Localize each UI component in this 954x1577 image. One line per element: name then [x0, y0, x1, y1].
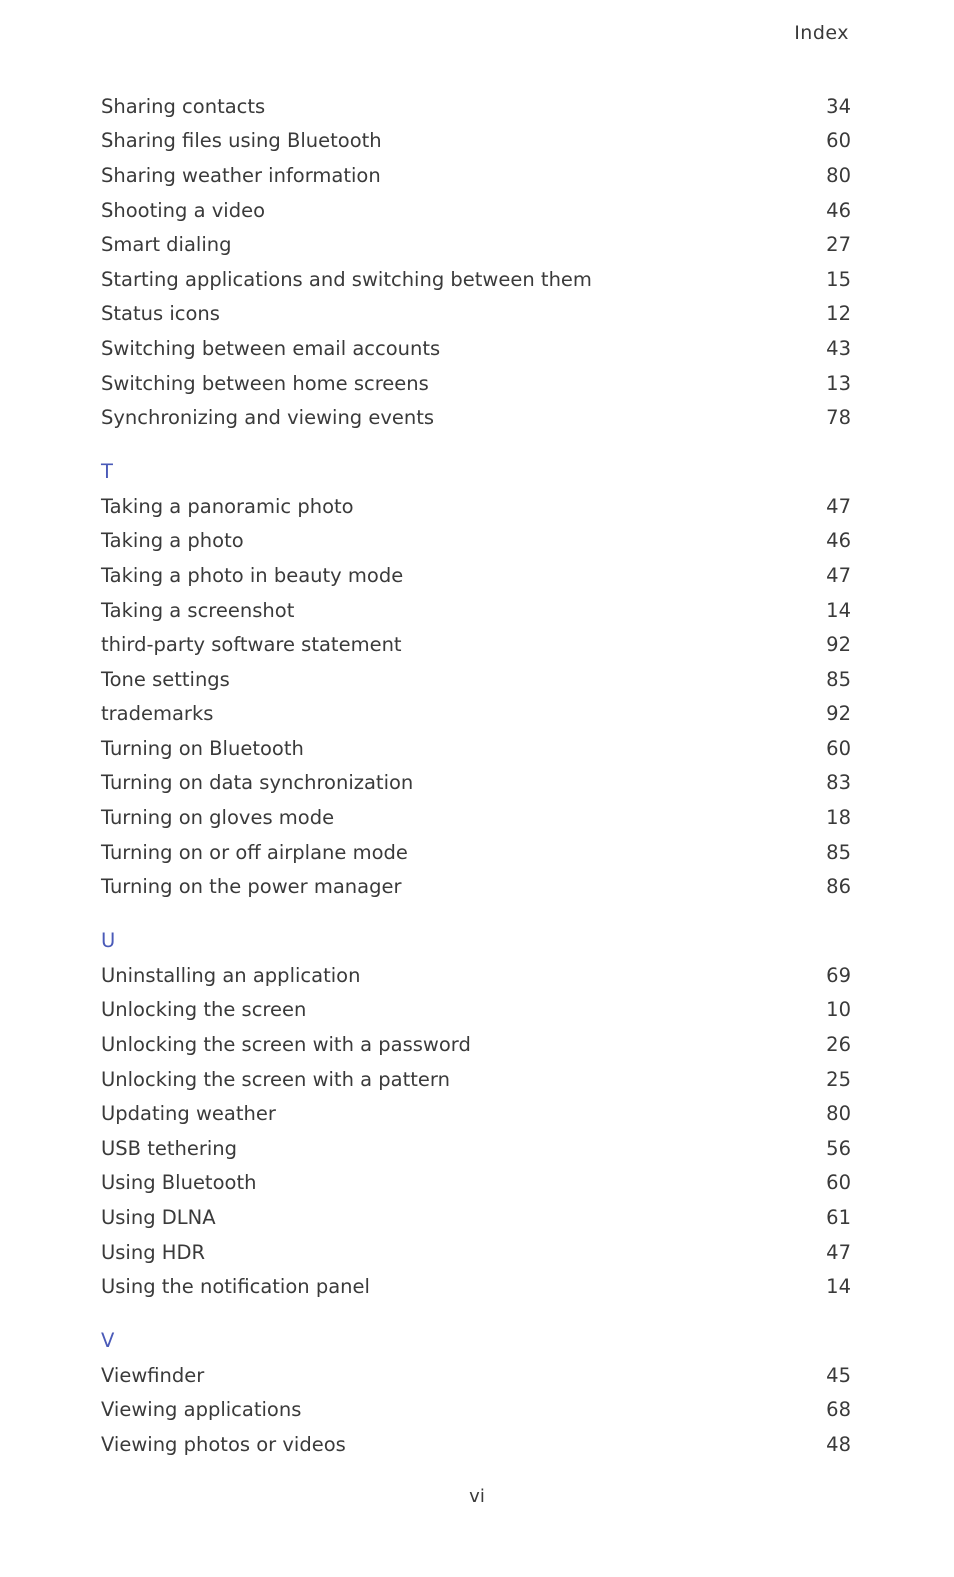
- entry-label: Tone settings: [101, 667, 230, 691]
- entry-page: 47: [826, 494, 851, 518]
- entry-label: Sharing weather information: [101, 163, 381, 187]
- entry-page: 92: [826, 633, 851, 657]
- entry-label: Unlocking the screen with a pattern: [101, 1067, 450, 1091]
- section-letter-t: T: [101, 459, 113, 483]
- entry-page: 60: [826, 736, 851, 760]
- entry-page: 86: [826, 875, 851, 899]
- index-entry: [101, 1166, 851, 1201]
- entry-page: 47: [826, 563, 851, 587]
- entry-page: 10: [826, 998, 851, 1022]
- entry-page: 26: [826, 1033, 851, 1057]
- index-entry: [101, 1200, 851, 1235]
- entry-page: 80: [826, 1102, 851, 1126]
- index-list: [101, 89, 851, 1462]
- index-entry: [101, 627, 851, 662]
- entry-label: Shooting a video: [101, 198, 266, 222]
- index-entry: [101, 158, 851, 193]
- index-entry: [101, 1393, 851, 1428]
- index-entry: [101, 193, 851, 228]
- index-entry: [101, 1235, 851, 1270]
- entry-label: trademarks: [101, 702, 214, 726]
- entry-label: Viewfinder: [101, 1363, 205, 1387]
- index-entry: [101, 731, 851, 766]
- index-section-t: [101, 461, 851, 904]
- index-entry: [101, 1027, 851, 1062]
- index-entry: [101, 1062, 851, 1097]
- entry-label: Unlocking the screen: [101, 998, 307, 1022]
- index-entry: [101, 331, 851, 366]
- entry-page: 85: [826, 667, 851, 691]
- section-letter-v: V: [101, 1329, 115, 1352]
- entry-page: 48: [826, 1432, 851, 1456]
- entry-page: 78: [826, 406, 851, 430]
- section-letter-u: U: [101, 929, 116, 953]
- index-entry: [101, 835, 851, 870]
- entry-page: 15: [826, 267, 851, 291]
- index-entry: [101, 297, 851, 332]
- index-entry: [101, 593, 851, 628]
- entry-page: 46: [826, 198, 851, 222]
- entry-page: 60: [826, 1171, 851, 1195]
- entry-page: 56: [826, 1136, 851, 1160]
- index-entry: [101, 800, 851, 835]
- entry-label: Switching between email accounts: [101, 336, 441, 360]
- entry-label: Smart dialing: [101, 233, 232, 257]
- entry-label: Turning on or off airplane mode: [101, 840, 408, 864]
- entry-label: Using HDR: [101, 1240, 206, 1264]
- index-entry: [101, 366, 851, 401]
- entry-page: 45: [826, 1363, 851, 1387]
- entry-label: Starting applications and switching between them: [101, 267, 592, 291]
- entry-page: 12: [826, 302, 851, 326]
- index-entry: [101, 1131, 851, 1166]
- entry-label: Using DLNA: [101, 1206, 216, 1230]
- page-number: vi: [469, 1486, 485, 1507]
- entry-label: Taking a photo in beauty mode: [101, 563, 404, 587]
- index-entry: [101, 662, 851, 697]
- entry-label: Using the notification panel: [101, 1275, 370, 1299]
- entry-label: Turning on the power manager: [101, 875, 402, 899]
- index-entry: [101, 869, 851, 904]
- entry-page: 43: [826, 336, 851, 360]
- entry-label: Updating weather: [101, 1102, 276, 1126]
- page-header-title: Index: [794, 22, 849, 44]
- entry-page: 83: [826, 771, 851, 795]
- entry-page: 61: [826, 1206, 851, 1230]
- index-entry: [101, 400, 851, 435]
- index-entry: [101, 524, 851, 559]
- index-entry: [101, 766, 851, 801]
- entry-page: 14: [826, 1275, 851, 1299]
- index-entry: [101, 89, 851, 124]
- entry-label: Synchronizing and viewing events: [101, 406, 435, 430]
- entry-label: Turning on gloves mode: [101, 806, 335, 830]
- entry-label: third-party software statement: [101, 633, 402, 657]
- entry-page: 47: [826, 1240, 851, 1264]
- index-section-u: [101, 930, 851, 1304]
- entry-label: USB tethering: [101, 1136, 238, 1160]
- entry-page: 13: [826, 371, 851, 395]
- entry-label: Taking a screenshot: [101, 598, 295, 622]
- entry-label: Using Bluetooth: [101, 1171, 257, 1195]
- index-entry: [101, 1358, 851, 1393]
- index-entry: [101, 558, 851, 593]
- entry-page: 68: [826, 1398, 851, 1422]
- entry-label: Unlocking the screen with a password: [101, 1033, 471, 1057]
- entry-label: Turning on data synchronization: [101, 771, 414, 795]
- entry-page: 27: [826, 233, 851, 257]
- entry-page: 18: [826, 806, 851, 830]
- entry-page: 80: [826, 163, 851, 187]
- index-section-s: [101, 89, 851, 435]
- index-entry: [101, 958, 851, 993]
- index-entry: [101, 124, 851, 159]
- entry-label: Taking a photo: [101, 529, 244, 553]
- index-entry: [101, 1427, 851, 1462]
- entry-page: 46: [826, 529, 851, 553]
- entry-page: 14: [826, 598, 851, 622]
- entry-page: 69: [826, 963, 851, 987]
- entry-page: 85: [826, 840, 851, 864]
- entry-label: Turning on Bluetooth: [101, 736, 304, 760]
- index-section-v: [101, 1330, 851, 1462]
- index-entry: [101, 489, 851, 524]
- entry-label: Viewing applications: [101, 1398, 302, 1422]
- entry-label: Status icons: [101, 302, 220, 326]
- index-entry: [101, 993, 851, 1028]
- entry-page: 92: [826, 702, 851, 726]
- entry-page: 25: [826, 1067, 851, 1091]
- entry-label: Sharing contacts: [101, 94, 266, 118]
- index-entry: [101, 1096, 851, 1131]
- entry-label: Switching between home screens: [101, 371, 429, 395]
- entry-page: 34: [826, 94, 851, 118]
- entry-label: Viewing photos or videos: [101, 1432, 346, 1456]
- entry-page: 60: [826, 129, 851, 153]
- index-entry: [101, 1269, 851, 1304]
- entry-label: Taking a panoramic photo: [101, 494, 354, 518]
- entry-label: Uninstalling an application: [101, 963, 361, 987]
- index-entry: [101, 227, 851, 262]
- entry-label: Sharing files using Bluetooth: [101, 129, 382, 153]
- index-entry: [101, 262, 851, 297]
- index-entry: [101, 697, 851, 732]
